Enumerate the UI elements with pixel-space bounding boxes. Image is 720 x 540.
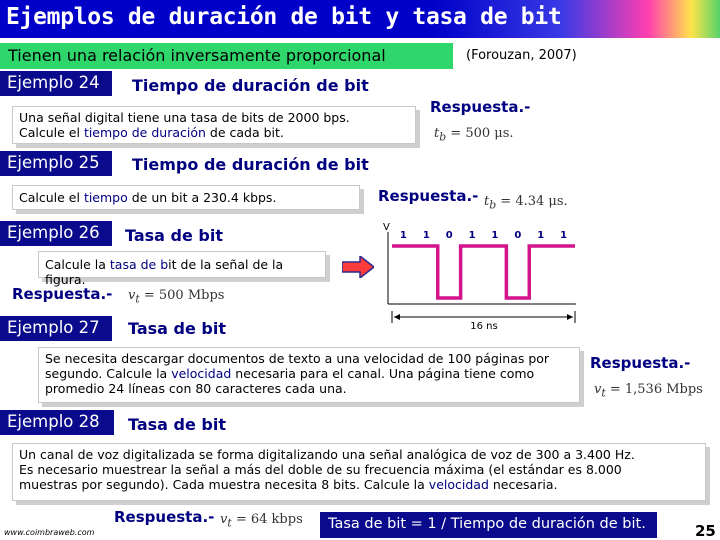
- bit-label: 1: [537, 230, 545, 241]
- highlight-term: tiempo de duración: [83, 125, 206, 140]
- highlight-term: velocidad: [171, 366, 232, 381]
- example-27-label: Ejemplo 27: [0, 316, 112, 341]
- example-24-topic: Tiempo de duración de bit: [132, 76, 369, 95]
- formula-note: Tasa de bit = 1 / Tiempo de duración de bit.: [320, 512, 657, 538]
- example-26-label: Ejemplo 26: [0, 221, 112, 246]
- duration-arrowhead-left: [394, 314, 400, 320]
- bit-label: 1: [491, 230, 499, 241]
- arrow-right-icon: [342, 256, 374, 278]
- highlight-term: velocidad: [428, 477, 489, 492]
- bit-label: 1: [468, 230, 476, 241]
- example-24-line-1: Una señal digital tiene una tasa de bits de 2000 bps.: [19, 110, 350, 125]
- example-28-problem: Un canal de voz digitalizada se forma digitalizando una señal analógica de voz de 300 a 3.400 Hz. Es necesario muestrear la señal a más del doble de su frecuencia máxima (el estándar es 8.000 muestras por segundo). Cada muestra necesita 8 bits. Calcule la velocidad necesaria.: [12, 443, 706, 501]
- example-24-label: Ejemplo 24: [0, 71, 112, 96]
- signal-axis-label: V: [383, 222, 390, 233]
- example-25-topic: Tiempo de duración de bit: [132, 155, 369, 174]
- example-26-topic: Tasa de bit: [125, 226, 223, 245]
- signal-waveform: [392, 246, 575, 298]
- bit-label: 0: [445, 230, 453, 241]
- example-24-answer-label: Respuesta.-: [430, 98, 531, 116]
- bit-label: 1: [422, 230, 430, 241]
- example-24-problem: [12, 106, 416, 144]
- example-26-answer-label: Respuesta.-: [12, 285, 113, 303]
- page-title: Ejemplos de duración de bit y tasa de bit: [6, 4, 562, 30]
- example-27-topic: Tasa de bit: [128, 319, 226, 338]
- example-26-answer: $v_t = 500$ Mbps: [128, 288, 225, 306]
- example-28-label: Ejemplo 28: [0, 410, 114, 435]
- example-27-answer: $v_t = 1,536$ Mbps: [594, 382, 703, 400]
- example-25-problem: Calcule el tiempo de un bit a 230.4 kbps.: [12, 185, 360, 210]
- bit-label: 1: [560, 230, 568, 241]
- example-24-line-2: Calcule el tiempo de duración de cada bit.: [19, 125, 284, 140]
- signal-duration-label: 16 ns: [470, 321, 498, 330]
- highlight-term: tiempo: [83, 190, 128, 205]
- example-28-topic: Tasa de bit: [128, 415, 226, 434]
- digital-signal-figure: [380, 218, 580, 330]
- bit-label: 1: [399, 230, 407, 241]
- example-27-problem: Se necesita descargar documentos de texto a una velocidad de 100 páginas por segundo. Calcule la velocidad necesaria para el canal. Una página tiene como promedio 24 líneas con 80 caracteres cada una.: [38, 347, 580, 403]
- subtitle: Tienen una relación inversamente proporcional: [8, 46, 386, 65]
- bit-labels: [400, 230, 567, 241]
- highlight-term: tasa de b: [109, 257, 169, 272]
- example-25-answer-label: Respuesta.-: [378, 187, 479, 205]
- example-28-answer-label: Respuesta.-: [114, 508, 215, 526]
- example-25-label: Ejemplo 25: [0, 151, 112, 176]
- citation: (Forouzan, 2007): [466, 48, 577, 63]
- duration-arrowhead-right: [567, 314, 573, 320]
- example-24-answer: $t_b = 500$ μs.: [434, 126, 514, 144]
- bit-label: 0: [514, 230, 522, 241]
- example-26-problem: Calcule la tasa de bit de la señal de la figura.: [38, 251, 326, 278]
- example-28-answer: $v_t = 64$ kbps: [220, 512, 303, 530]
- example-25-answer: $t_b = 4.34$ μs.: [484, 194, 568, 212]
- example-27-answer-label: Respuesta.-: [590, 354, 691, 372]
- page-number: 25: [695, 522, 716, 540]
- footer-url: www.coimbraweb.com: [4, 528, 95, 537]
